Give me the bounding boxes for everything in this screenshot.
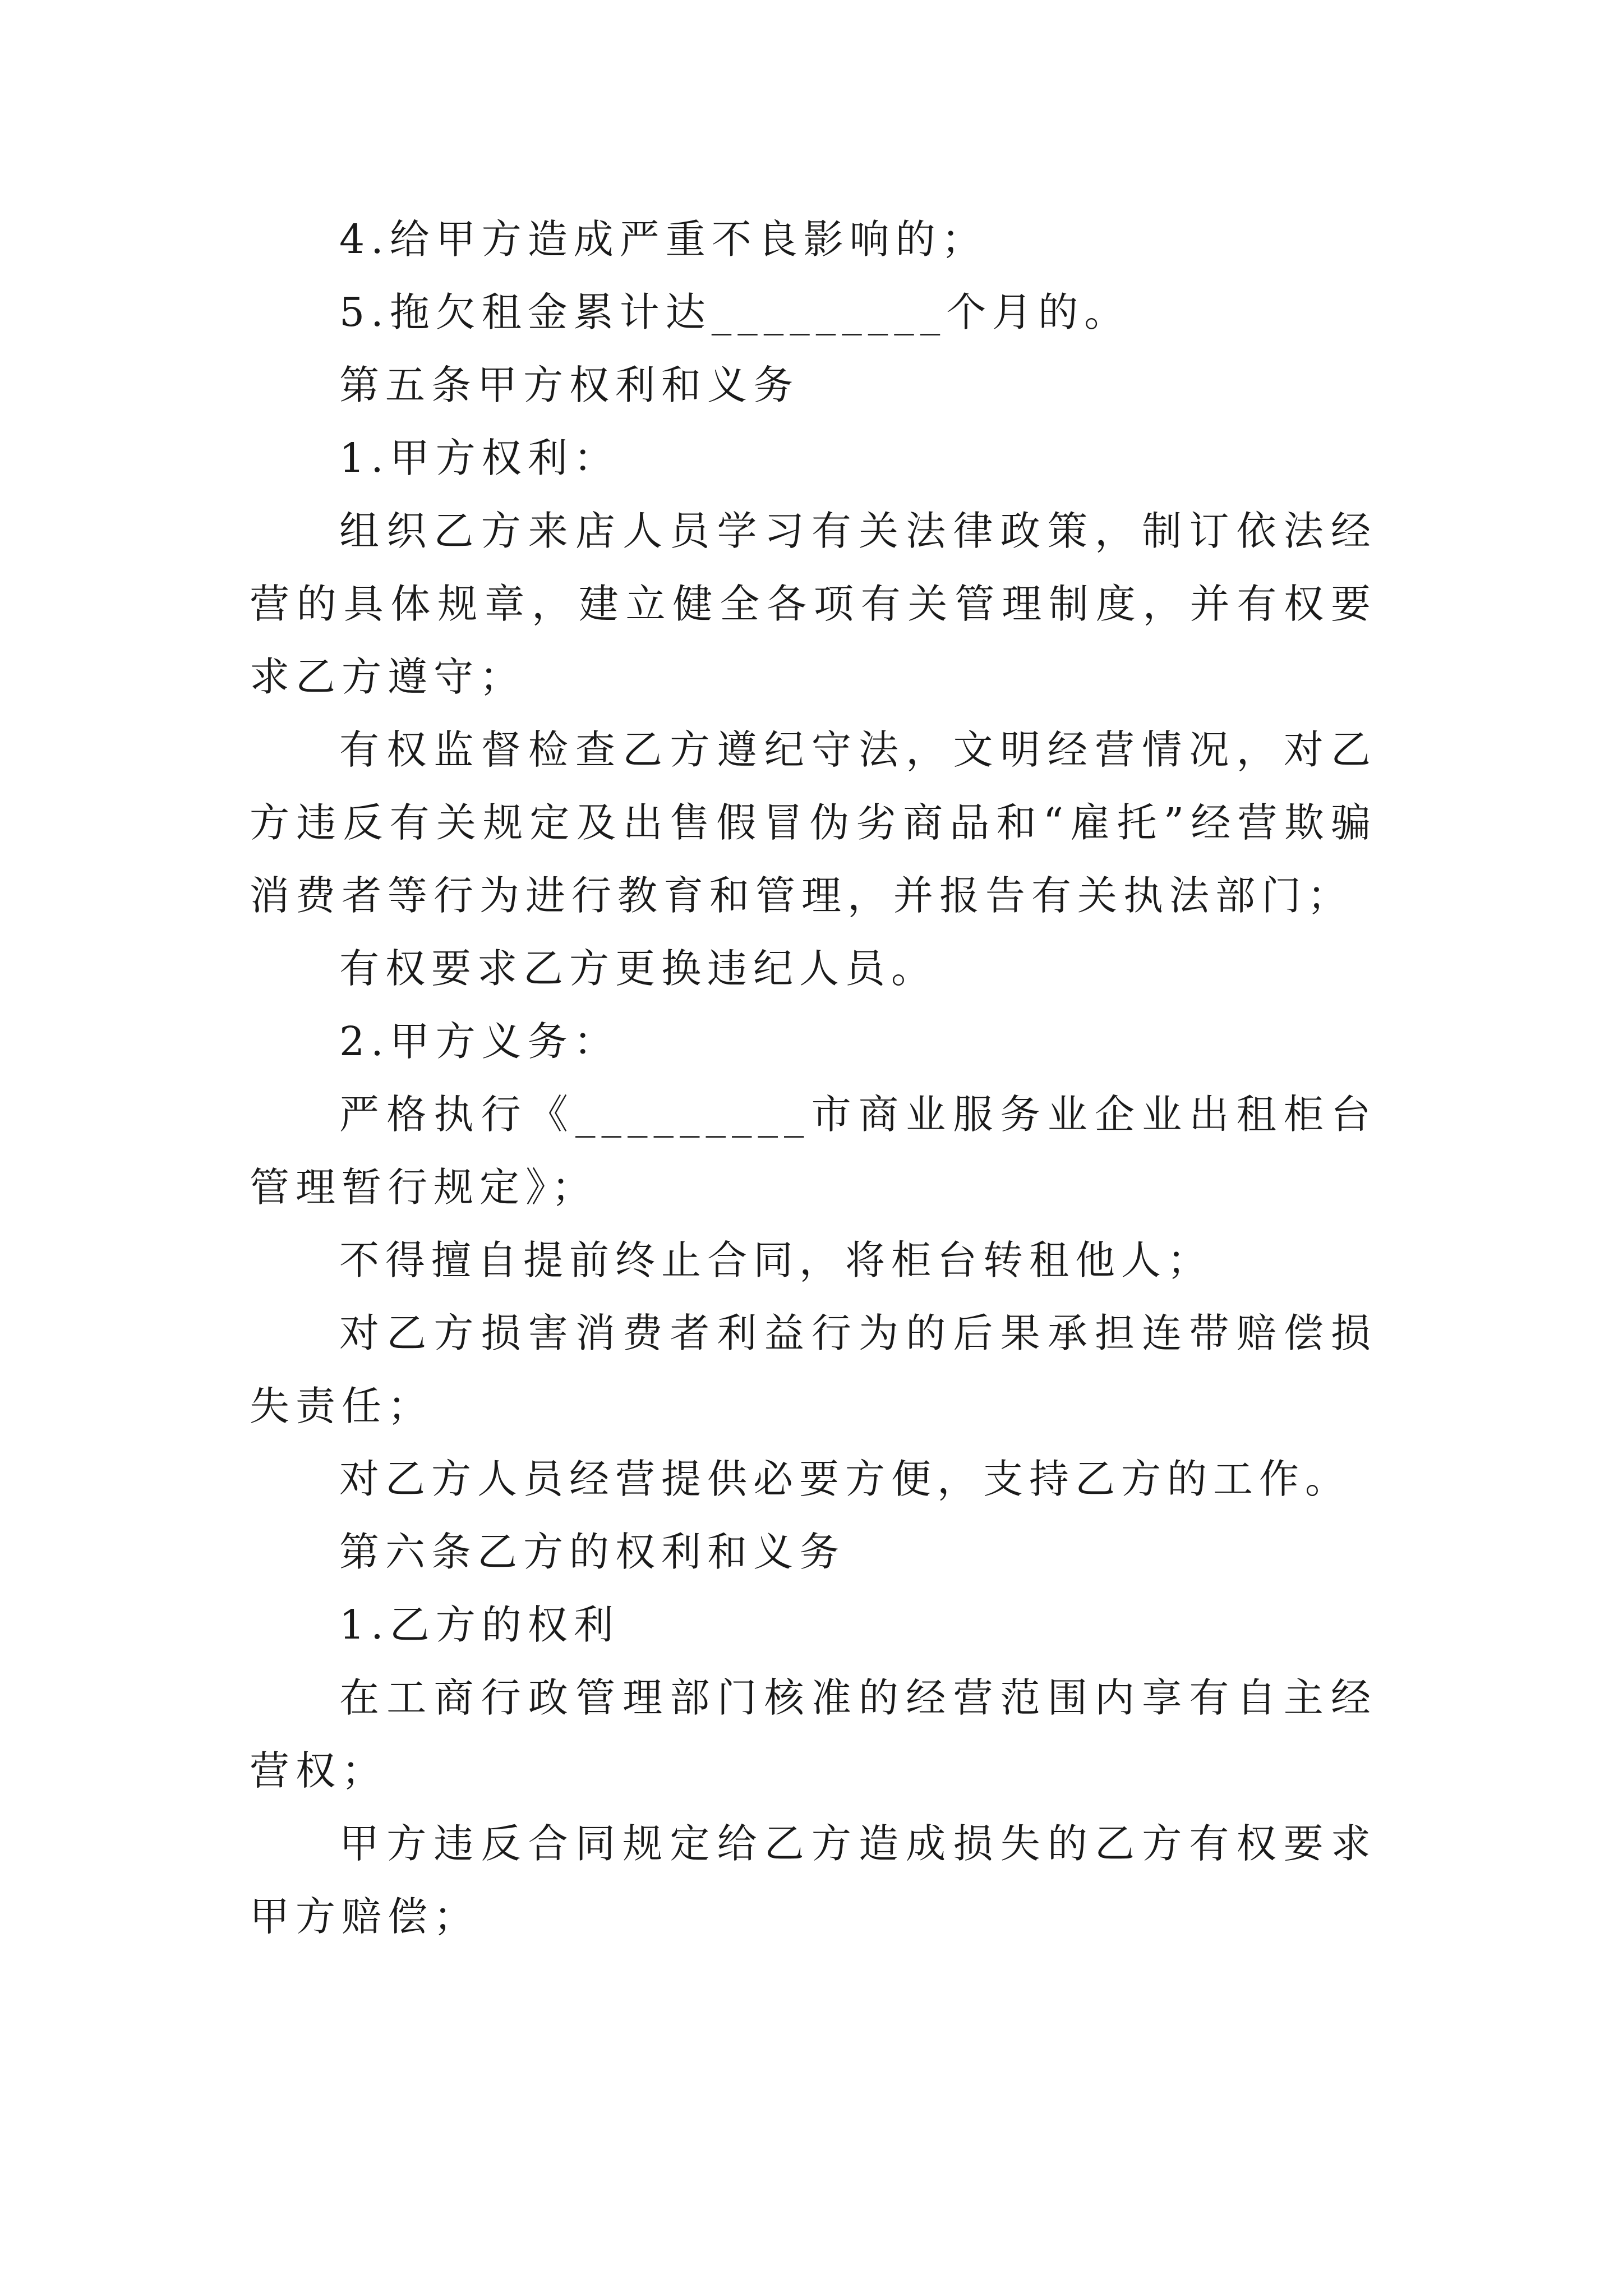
party-a-obligation-4: 对乙方人员经营提供必要方便，支持乙方的工作。	[339, 1456, 1352, 1502]
party-a-obligation-1: 严格执行《_________市商业服务业企业出租柜台管理暂行规定》；	[250, 1091, 1377, 1211]
document-body	[250, 203, 1377, 1953]
party-a-obligation-2: 不得擅自提前终止合同，将柜台转租他人；	[339, 1237, 1214, 1283]
party-b-right-1: 在工商行政管理部门核准的经营范围内享有自主经营权；	[250, 1674, 1377, 1794]
party-a-obligations-heading: 2.甲方义务：	[339, 1018, 620, 1065]
party-a-right-2: 有权监督检查乙方遵纪守法，文明经营情况，对乙方违反有关规定及出售假冒伪劣商品和“雇托”经营欺骗消费者等行为进行教育和管理，并报告有关执法部门；	[250, 726, 1377, 919]
party-b-rights-heading: 1.乙方的权利	[339, 1602, 620, 1648]
article-5-heading: 第五条甲方权利和义务	[339, 362, 800, 408]
clause-item-4: 4.给甲方造成严重不良影响的；	[339, 216, 988, 263]
party-a-obligation-3: 对乙方损害消费者利益行为的后果承担连带赔偿损失责任；	[250, 1310, 1377, 1429]
party-a-right-3: 有权要求乙方更换违纪人员。	[339, 945, 938, 992]
clause-item-5: 5.拖欠租金累计达_________个月的。	[339, 289, 1131, 335]
article-6-heading: 第六条乙方的权利和义务	[339, 1529, 846, 1575]
party-a-right-1: 组织乙方来店人员学习有关法律政策，制订依法经营的具体规章，建立健全各项有关管理制度，并有权要求乙方遵守；	[250, 508, 1377, 700]
party-b-right-2: 甲方违反合同规定给乙方造成损失的乙方有权要求甲方赔偿；	[250, 1820, 1377, 1940]
party-a-rights-heading: 1.甲方权利：	[339, 435, 620, 481]
